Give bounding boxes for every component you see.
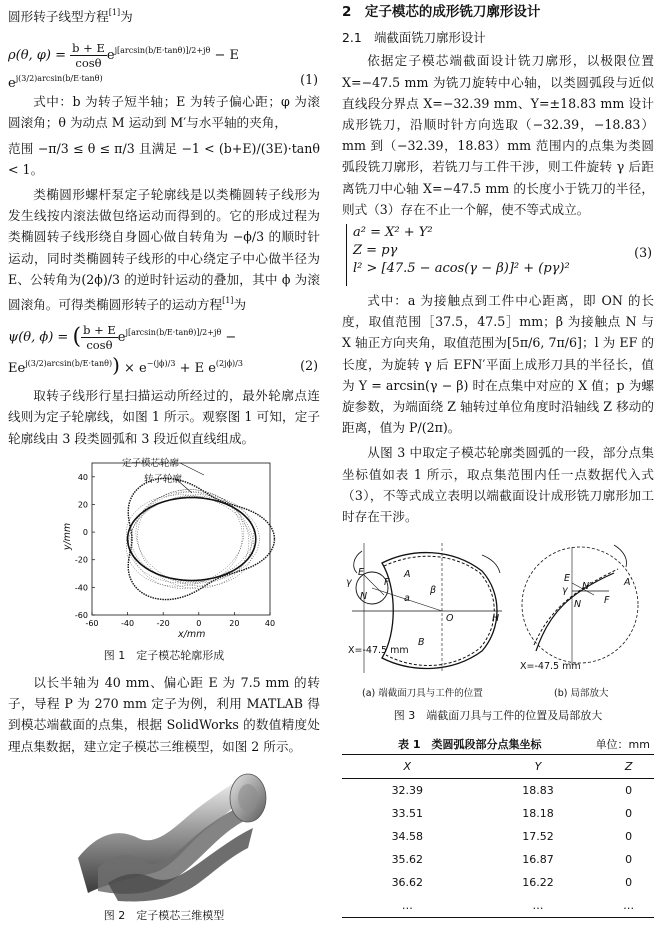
fig3-label-F: F [384,577,390,589]
table-cell: 33.51 [391,807,424,821]
paragraph-stator-formation [8,184,320,315]
figure-3 [342,533,654,683]
figure-3a-diagram [342,533,512,683]
paragraph-example: 以长半轴为 40 mm、偏心距 E 为 7.5 mm 的转子，导程 P 为 270 mm 定子为例，利用 MATLAB 得到模芯端截面的点集，根据 SolidWorks 的数值精度处理点集数据，建立定子模芯三维模型，如图 2 所示。 [8,675,320,754]
table-cell: 17.52 [522,830,554,844]
intro-line [8,2,320,27]
eq2-sup1: j[arcsin(b/E·tanθ)]/2+jθ [125,328,222,338]
eq1-number: (1) [300,72,318,88]
table-cell: 16.87 [522,853,554,867]
table-row [342,871,654,894]
fig3-label-N: N [360,591,368,603]
eq1-exp: e [106,48,115,64]
table-cell: 18.18 [522,807,554,821]
fig3-label-E: E [358,567,365,579]
fig3-label-B: B [418,637,425,649]
table-row [342,894,654,918]
fig1-y-tick-label: -60 [74,610,88,620]
table-cell: 0 [625,853,633,867]
eq1-lhs: ρ(θ, φ) = [8,48,67,64]
fig3b-label-Nprime: N′ [582,581,592,593]
fig1-ylabel: y/mm [62,522,74,551]
stator-3d-model [8,763,320,903]
eq2-paren-open: ( [72,324,82,350]
fig1-x-tick-label: -20 [156,618,170,628]
table-cell: 36.62 [391,876,424,890]
fig3b-x-label: X=-47.5 mm [520,661,581,673]
eq2-number: (2) [300,358,318,374]
eq2-lhs: ψ(θ, ϕ) = [8,330,69,346]
table-cell: 35.62 [391,853,424,867]
table-1-title: 表 1 类圆弧段部分点集坐标 [398,738,542,752]
fig3b-label-E: E [564,573,571,585]
figure-1 [8,453,320,643]
eq1-exp-sup: j[arcsin(b/E·tanθ)]/2+jθ [114,46,211,56]
table-1-header [342,734,654,754]
paragraph-cutter-design: 依据定子模芯端截面设计铣刀廓形，以极限位置 X=−47.5 mm 为铣刀旋转中心轴，以类圆弧段与近似直线段分界点 X=−32.39 mm、Y=±18.83 mm 设计成形铣刀，沿顺时针方向选取（−32.39，−18.83）mm 到（−32.39，18.83）mm 范围内的点集为类圆弧段铣刀廓形，若铣刀与工件干涉，则工件旋转 γ 后距离铣刀中心轴 X=−47.5 mm 的长度小于铣刀的半径，则式（3）存在不止一个解，使不等式成立。 [342,53,654,217]
fig3-label-H: H [492,613,500,625]
beta-range: [5π/6, 7π/6] [506,335,582,351]
section-title: 2 定子模芯的成形铣刀廓形设计 [342,4,541,20]
table-row [342,779,654,803]
eq2-sup4: (2jϕ)/3 [215,359,243,369]
intro-tail: 为 [120,9,133,24]
eq2-sup2: j(3/2)arcsin(b/E·tanθ) [25,359,113,369]
equation-2-line2 [8,355,320,379]
eq3-line1: a² = X² + Y² [353,225,433,241]
eq1-numerator: b + E [72,41,105,56]
fig3b-label-N: N [574,599,582,611]
eq2-numerator: b + E [83,323,116,338]
figure-3-caption: 图 3 端截面刀具与工件的位置及局部放大 [393,709,603,723]
table-row [342,825,654,848]
eq2-line2-mid: × e [124,361,147,377]
figure-3-subcaptions [342,683,654,699]
paragraph-symbols: 式中：b 为转子短半轴；E 为转子偏心距；φ 为滚圆滚角；θ 为动点 M 运动到 M′与水平轴的夹角， [8,94,320,131]
fig1-label-stator: 定子模芯轮廓 [122,457,180,469]
table-1 [342,754,654,918]
table-cell: 0 [625,807,633,821]
reference-1b[interactable]: [1] [222,296,234,306]
fig1-rotor-curve [128,497,256,580]
fig1-leader-stator [180,463,204,475]
table-cell: 0 [625,784,633,798]
fig3b-label-F: F [604,595,610,607]
eq1-exp2-sup: j(3/2)arcsin(b/E·tanθ) [15,74,103,84]
eq2-line1-end: − [225,330,237,346]
eq1-number-row [8,71,320,91]
eq3-line3: l² > [47.5 − acos(γ − β)]² + (pγ)² [353,261,570,277]
table-1-unit: 单位：mm [595,738,650,752]
figure-2 [8,763,320,903]
fig1-x-tick-label: 40 [264,618,276,628]
fig1-y-tick-label: 0 [82,527,88,537]
para2b-text: ；l 为 EF 的长度，为旋转 γ 后 EFN′平面上成形刀具的半径长，值为 Y = arcsin(γ − β) 时在点集中对应的 X 值；p 为螺旋参数，为端面绕 Z 轴转过单位角度时沿轴线 Z 移动的距离，值为 P/(2π)。 [342,335,654,436]
fig1-y-tick-label: 20 [77,500,88,510]
eq2-line2-end: + E e [179,361,216,377]
fig3-label-A: A [404,569,411,581]
fig3-label-O: O [446,613,454,625]
table-cell: 0 [625,830,633,844]
table-cell: … [532,899,544,913]
eq1-minus-term: − E e [8,48,240,92]
fig1-x-tick-label: -60 [85,618,99,628]
eq2-denominator: cosθ [86,338,113,353]
eq2-paren-close: ) [112,353,120,378]
fig3-label-gamma: γ [346,577,352,589]
fig3b-label-A: A [624,577,631,589]
eq3-line2: Z = pγ [353,243,398,259]
fig3-label-beta: β [430,585,437,597]
fig1-y-tick-label: -40 [74,583,88,593]
fig1-y-tick-label: -20 [74,555,88,565]
eq2-line2-start: Ee [8,361,26,377]
table-cell: … [623,899,635,913]
table-header-x: X [403,760,412,774]
eq3-number: (3) [634,245,652,261]
equation-3 [346,224,654,286]
table-cell: … [401,899,413,913]
theta-range: 范围 −π/3 ≤ θ ≤ π/3 且满足 −1 < (b+E)/(3E)·tanθ < 1。 [8,140,320,177]
fig3b-label-gamma: γ [562,585,568,597]
fig1-x-tick-label: -40 [121,618,135,628]
figure-2-caption: 图 2 定子模芯三维模型 [103,908,225,922]
equation-2: ψ(θ, ϕ) = ( $\frac{b + E}{\cos\theta}$ $e^{j[arcsin(b/E\cdot tan\theta)]/2+j\theta}$ − [8,323,237,353]
right-column [342,0,654,940]
figure-1-caption: 图 1 定子模芯轮廓形成 [103,648,225,662]
fig1-y-tick-label: 40 [77,472,88,482]
eq2-sup3: −(jϕ)/3 [146,359,176,369]
fig1-label-rotor: 转子轮廓 [144,473,183,485]
paragraph-eq3-symbols [342,290,654,438]
fig1-xlabel: x/mm [178,628,206,640]
fig3-subcaption-a: (a) 端截面刀具与工件的位置 [362,688,483,700]
paragraph-interference: 从图 3 中取定子模芯轮廓类圆弧的一段，部分点集坐标值如表 1 所示，取点集范围内任一点数据代入式（3），不等式成立表明以端截面设计成形铣刀廓形加工时存在干涉。 [342,445,654,525]
table-cell: 34.58 [391,830,424,844]
reference-1[interactable]: [1] [108,8,121,17]
left-column [8,0,320,940]
table-cell: 16.22 [522,876,554,890]
fig1-rotor-envelope [126,492,244,586]
paragraph-profile: 取转子线形行星扫描运动所经过的，最外轮廓点连线则为定子轮廓线，如图 1 所示。观察图 1 可知，定子轮廓线由 3 段类圆弧和 3 段近似直线组成。 [8,388,320,446]
eq1-denominator: cosθ [75,56,102,71]
table-cell: 18.83 [522,784,554,798]
eq2-fraction [81,323,118,352]
fig3-label-a: a [404,593,410,605]
table-row [342,802,654,825]
para2-text: 类椭圆形螺杆泵定子轮廓线是以类椭圆转子线形为发生线按内滚法做包络运动而得到的。它的形成过程为类椭圆转子线形绕自身圆心做自转角为 −ϕ/3 的顺时针运动，同时类椭圆转子线形的中心绕定子中心做半径为 E、公转角为(2ϕ)/3 的逆时针运动的叠加，其中 ϕ 为滚圆滚角。可得类椭圆形转子的运动方程 [8,187,320,313]
fig1-x-tick-label: 0 [196,618,202,628]
eq1-fraction [70,41,107,70]
fig1-x-tick-label: 20 [229,618,240,628]
intro-text: 圆形转子线型方程 [8,9,109,24]
table-header-z: Z [624,760,633,774]
subsection-title: 2.1 端截面铣刀廓形设计 [342,30,486,46]
para2-tail: 为 [233,297,247,313]
table-header-row [342,755,654,779]
para2a-text: 式中：a 为接触点到工件中心距离，即 ON 的长度，取值范围［37.5，47.5］mm；β 为接触点 N 与 X 轴正方向夹角，取值范围为 [342,293,654,351]
table-cell: 0 [625,876,633,890]
table-row [342,848,654,871]
table-header-y: Y [534,760,542,774]
fig3-subcaption-b: (b) 局部放大 [554,688,609,700]
fig3a-x-label: X=-47.5 mm [348,645,409,657]
table-cell: 32.39 [391,784,424,798]
